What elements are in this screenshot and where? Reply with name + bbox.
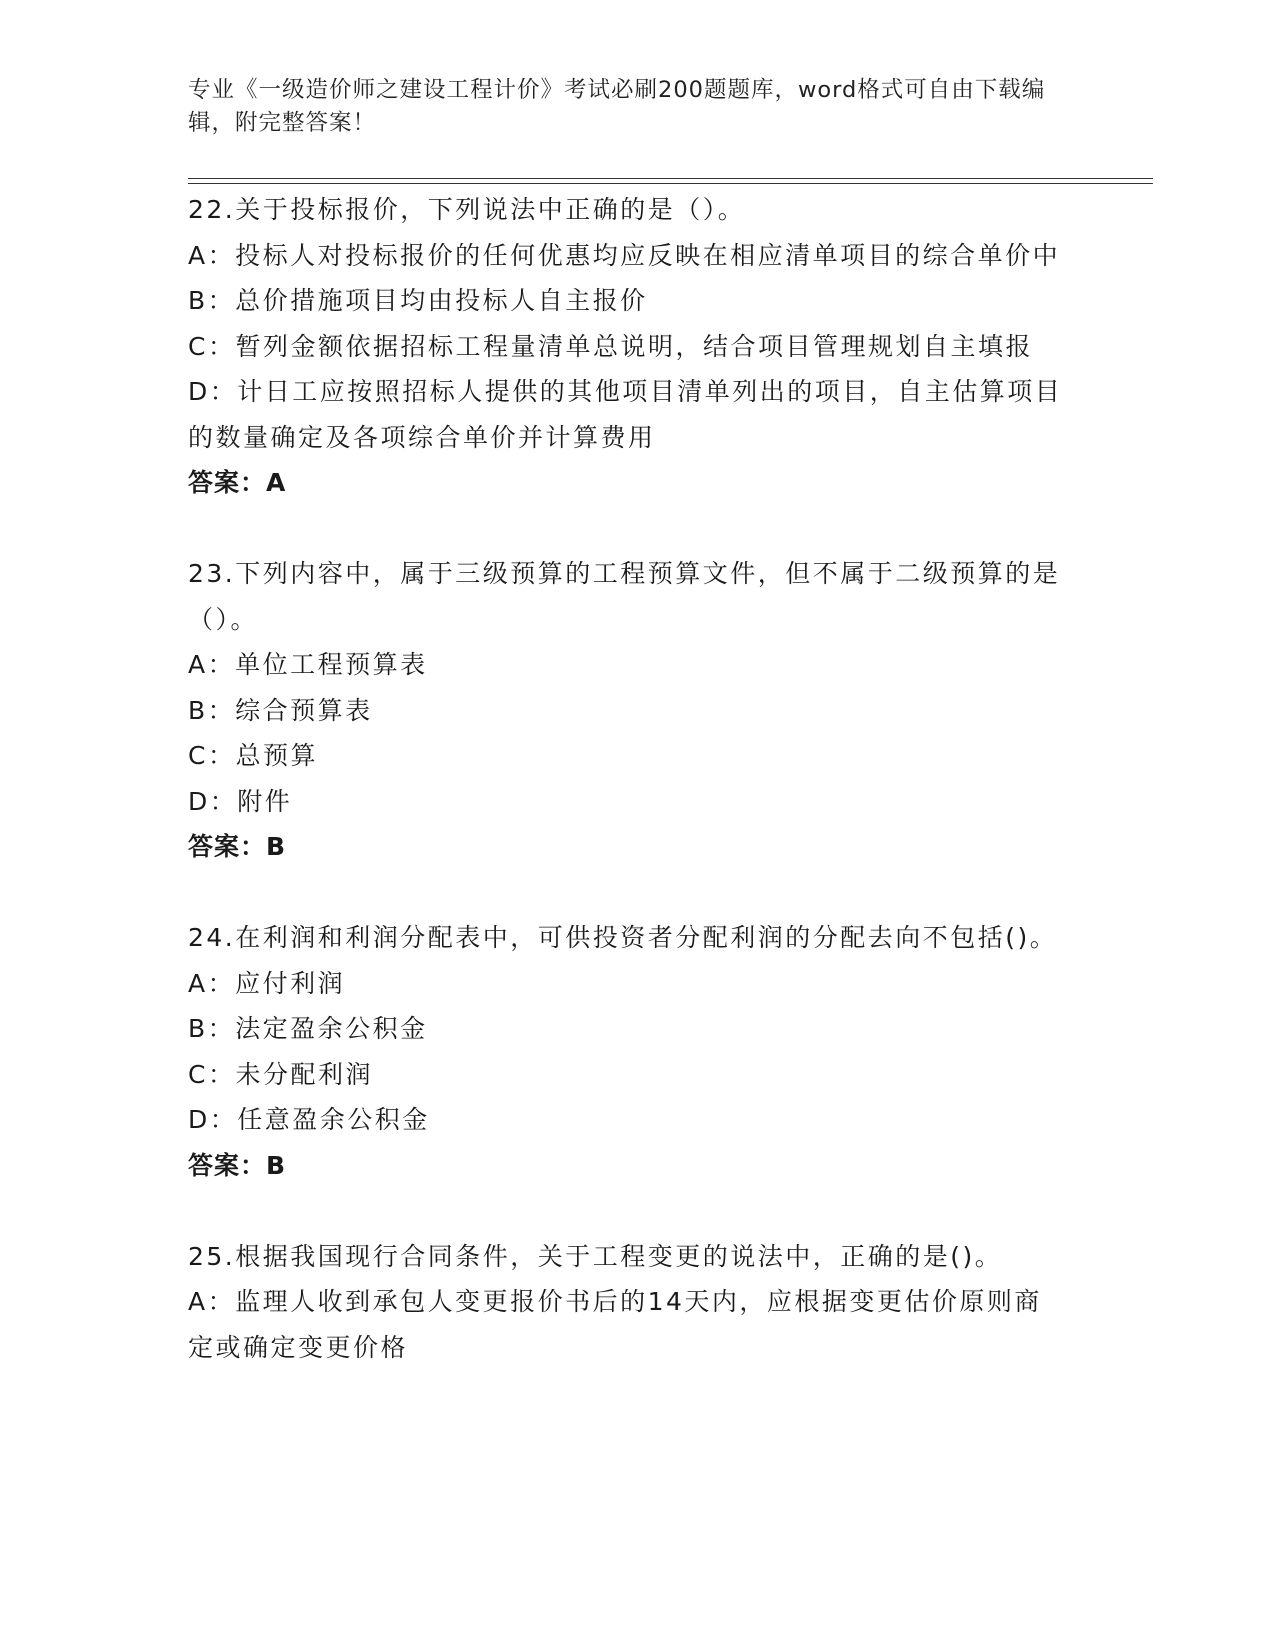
question-stem: 25.根据我国现行合同条件，关于工程变更的说法中，正确的是()。 — [188, 1241, 1003, 1271]
option-a: A：应付利润 — [188, 968, 346, 998]
option-c: C：未分配利润 — [188, 1059, 373, 1089]
option-c: C：总预算 — [188, 741, 318, 770]
question-list — [188, 187, 1068, 1370]
spacer — [188, 506, 1068, 552]
option-b: B：综合预算表 — [188, 695, 373, 725]
option-d: D：任意盈余公积金 — [188, 1105, 430, 1134]
document-header: 专业《一级造价师之建设工程计价》考试必刷200题题库，word格式可自由下载编辑，附完整答案！ — [188, 77, 1046, 136]
option-b: B：总价措施项目均由投标人自主报价 — [188, 286, 648, 315]
option-c: C：暂列金额依据招标工程量清单总说明，结合项目管理规划自主填报 — [188, 331, 1033, 361]
spacer — [188, 1188, 1068, 1234]
question-24 — [188, 915, 1068, 1188]
answer: 答案：B — [188, 1150, 287, 1180]
answer: 答案：A — [188, 468, 287, 497]
option-d: D：计日工应按照招标人提供的其他项目清单列出的项目，自主估算项目的数量确定及各项综合单价并计算费用 — [188, 377, 1063, 452]
option-a: A：单位工程预算表 — [188, 650, 428, 679]
option-a: A：监理人收到承包人变更报价书后的14天内，应根据变更估价原则商定或确定变更价格 — [188, 1287, 1042, 1362]
option-b: B：法定盈余公积金 — [188, 1014, 428, 1043]
question-stem: 24.在利润和利润分配表中，可供投资者分配利润的分配去向不包括()。 — [188, 923, 1058, 952]
option-d: D：附件 — [188, 786, 293, 816]
answer: 答案：B — [188, 832, 287, 861]
spacer — [188, 870, 1068, 916]
question-stem: 22.关于投标报价，下列说法中正确的是（）。 — [188, 195, 746, 224]
question-stem: 23.下列内容中，属于三级预算的工程预算文件，但不属于二级预算的是（）。 — [188, 559, 1061, 634]
header-divider-top — [188, 178, 1153, 179]
question-23 — [188, 551, 1068, 870]
question-25 — [188, 1234, 1068, 1371]
header-divider-bottom — [188, 183, 1153, 184]
option-a: A：投标人对投标报价的任何优惠均应反映在相应清单项目的综合单价中 — [188, 240, 1061, 270]
question-22 — [188, 187, 1068, 506]
